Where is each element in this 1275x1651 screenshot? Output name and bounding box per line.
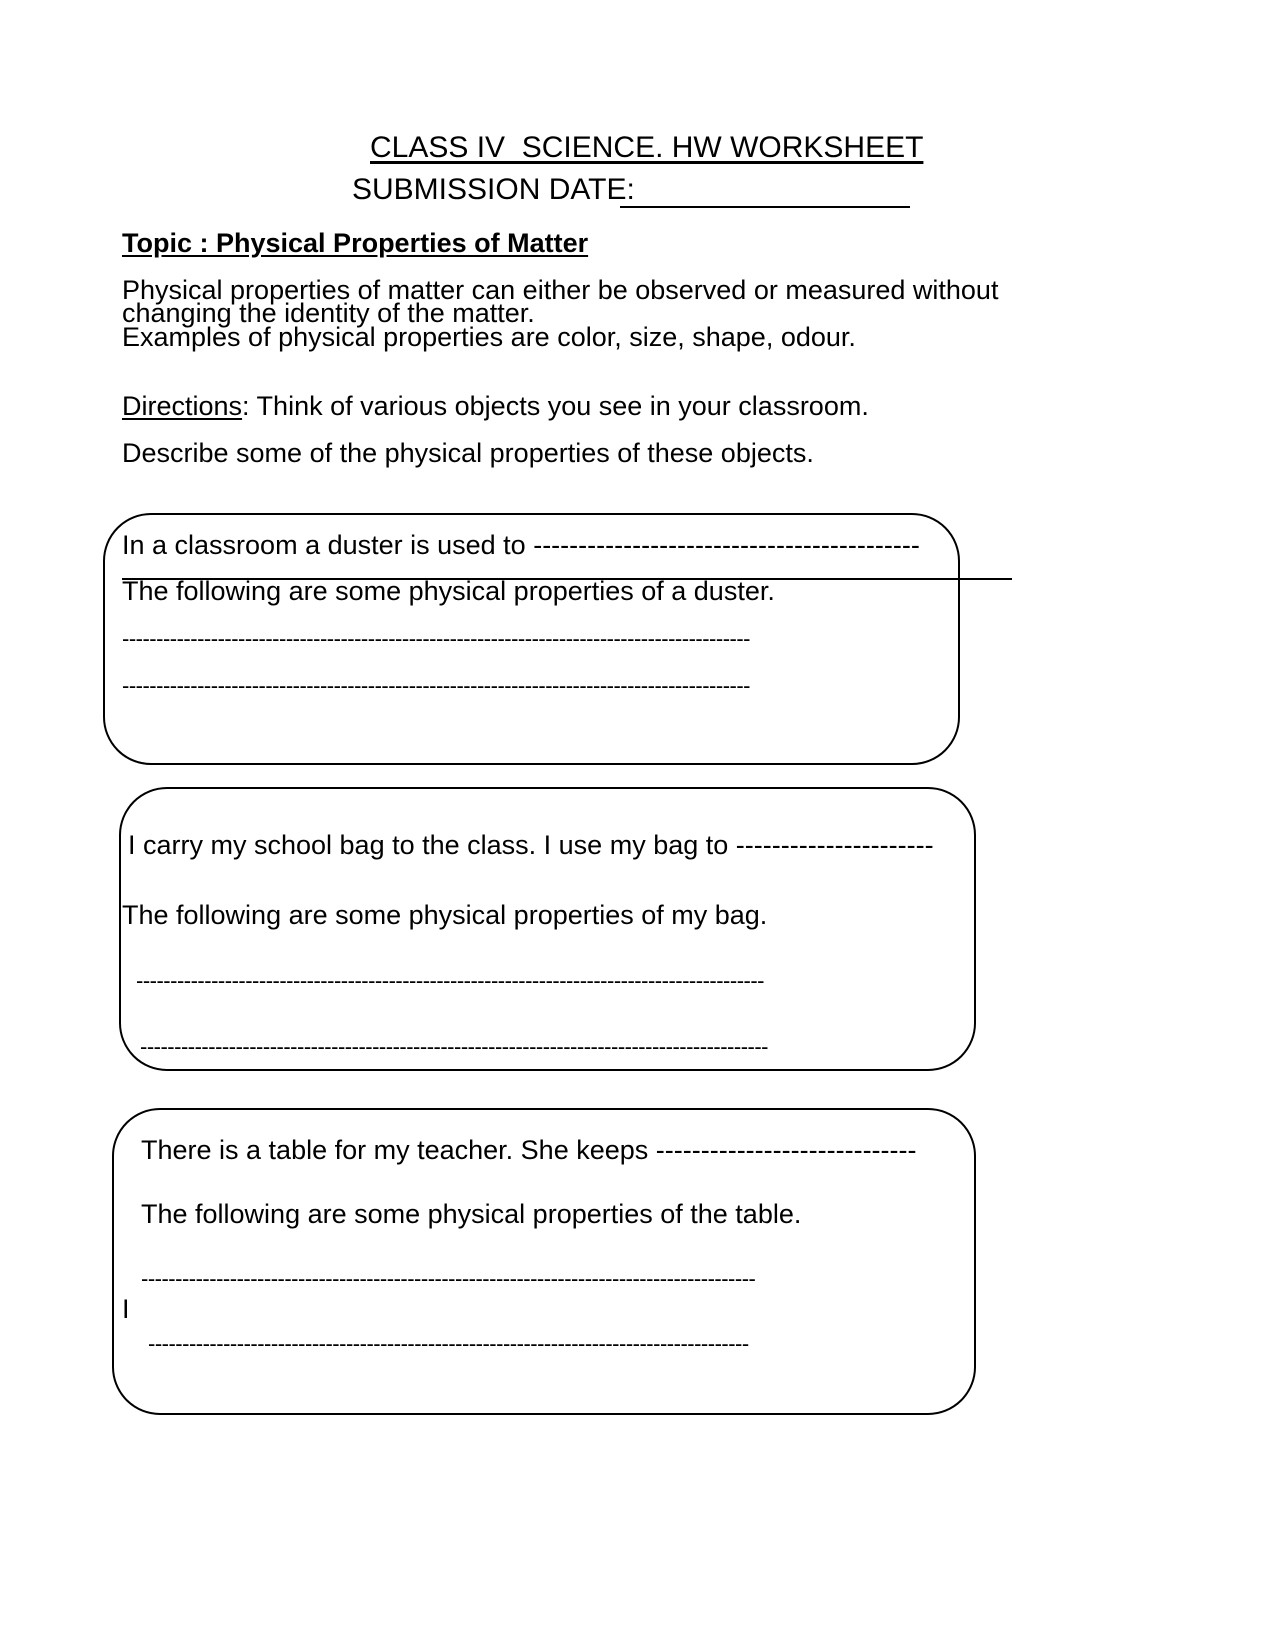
intro-line-2: changing the identity of the matter. — [122, 298, 535, 328]
bag-blank-1[interactable]: -------------------------------------------------------------------------------------------- — [136, 968, 765, 993]
duster-prompt: In a classroom a duster is used to ------------------------------------------- — [122, 530, 920, 560]
bag-blank-2[interactable]: -------------------------------------------------------------------------------------------- — [140, 1034, 769, 1059]
intro-line-1: Physical properties of matter can either be observed or measured without — [122, 275, 999, 305]
submission-date-label: SUBMISSION DATE: — [352, 173, 635, 206]
table-properties-label: The following are some physical properties of the table. — [141, 1199, 802, 1229]
bag-prompt: I carry my school bag to the class. I use my bag to ---------------------- — [128, 830, 934, 860]
worksheet-title: CLASS IV SCIENCE. HW WORKSHEET — [370, 131, 924, 164]
duster-blank-1[interactable]: -------------------------------------------------------------------------------------------- — [122, 626, 751, 651]
directions-text: : Think of various objects you see in your classroom. — [242, 391, 869, 421]
table-blank-1[interactable]: ------------------------------------------------------------------------------------------ — [141, 1266, 756, 1291]
intro-line-3: Examples of physical properties are color, size, shape, odour. — [122, 322, 856, 352]
directions-line-2: Describe some of the physical properties of these objects. — [122, 438, 814, 468]
topic-heading: Topic : Physical Properties of Matter — [122, 228, 589, 258]
table-blank-2[interactable]: ---------------------------------------------------------------------------------------- — [148, 1331, 749, 1356]
duster-properties-label: The following are some physical properties of a duster. — [122, 576, 775, 606]
directions-line-1 — [122, 393, 869, 420]
submission-date-field[interactable] — [620, 206, 910, 208]
directions-label: Directions — [122, 391, 243, 421]
table-stray-mark: I — [122, 1294, 130, 1324]
bag-properties-label: The following are some physical properties of my bag. — [122, 900, 768, 930]
duster-blank-2[interactable]: -------------------------------------------------------------------------------------------- — [122, 673, 751, 698]
table-prompt: There is a table for my teacher. She keeps ----------------------------- — [141, 1135, 917, 1165]
